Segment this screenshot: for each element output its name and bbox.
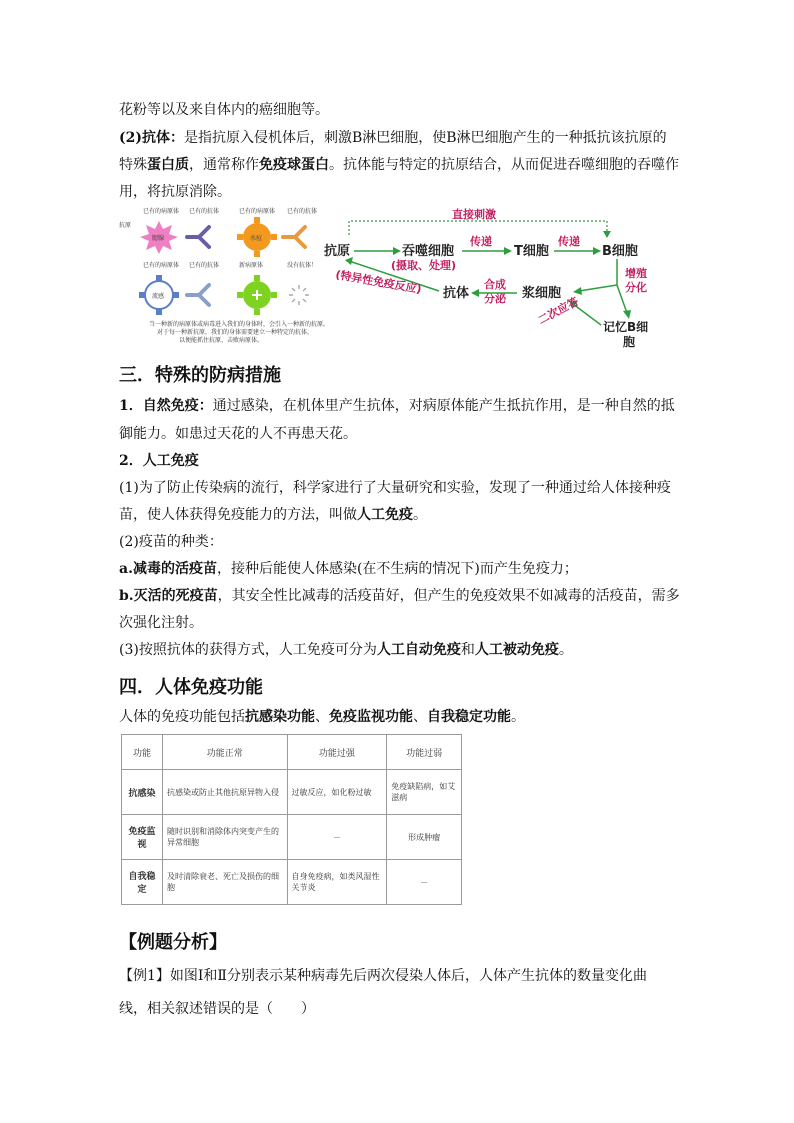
- table-cell: 免疫监视: [122, 815, 163, 860]
- table-header: 功能正常: [163, 735, 288, 770]
- illustration-caption: 当一种新的病原体或病毒进入我们的身体时，会引入一种新的抗原。: [149, 321, 330, 328]
- text-line: 特殊蛋白质，通常称作免疫球蛋白。抗体能与特定的抗原结合，从而促进吞噬细胞的吞噬作: [119, 157, 679, 173]
- virus-blue-icon: [139, 275, 179, 315]
- specific-immune-response-label: (特异性免疫反应): [334, 268, 423, 297]
- memory-b-cell-node: 胞: [623, 335, 636, 349]
- secretion-label: 分泌: [484, 292, 506, 305]
- examples-title: 【例题分析】: [119, 932, 227, 953]
- table-cell: －: [287, 815, 387, 860]
- text-line: (1)为了防止传染病的流行，科学家进行了大量研究和实验，发现了一种通过给人体接种疫: [119, 480, 671, 496]
- differentiation-label: 分化: [625, 281, 647, 294]
- uptake-processing-label: (摄取、处理): [391, 259, 457, 272]
- text-line: 用，将抗原消除。: [119, 184, 231, 200]
- transmit-label: 传递: [470, 235, 492, 248]
- virus-label: 腮腺: [152, 235, 165, 242]
- table-header: 功能: [122, 735, 163, 770]
- virus-orange-icon: [237, 217, 277, 257]
- text-line: 次强化注射。: [119, 615, 203, 631]
- antibody-label: 已有的抗体: [287, 208, 318, 215]
- t-cell-node: T细胞: [514, 244, 549, 259]
- new-pathogen-label: 新病原体: [239, 262, 264, 269]
- antibody-label: 已有的抗体: [189, 208, 220, 215]
- b-cell-node: B细胞: [602, 244, 638, 259]
- phagocyte-node: 吞噬细胞: [402, 244, 455, 259]
- table-header: 功能过强: [287, 735, 387, 770]
- table-cell: 自身免疫病，如类风湿性关节炎: [287, 860, 387, 905]
- section-3-title: 三．特殊的防病措施: [119, 365, 281, 386]
- illustration-caption: 对于每一种新抗原，我们的身体需要建立一种特定的抗体，: [157, 329, 314, 336]
- table-row: [122, 815, 462, 860]
- table-cell: 免疫缺陷病，如艾滋病: [387, 770, 462, 815]
- pathogen-label: 已有的病原体: [143, 262, 180, 269]
- immune-functions-line: 人体的免疫功能包括抗感染功能、免疫监视功能、自我稳定功能。: [119, 709, 525, 725]
- immune-function-table: [121, 734, 462, 905]
- illustration-caption: 以便能抓住抗原、击败病原体。: [179, 337, 264, 344]
- direct-stimulation-label: 直接刺激: [452, 208, 496, 221]
- table-cell: 抗感染: [122, 770, 163, 815]
- transmit-label: 传递: [558, 235, 580, 248]
- text-line: 花粉等以及来自体内的癌细胞等。: [119, 102, 329, 118]
- table-cell: 及时清除衰老、死亡及损伤的细胞: [163, 860, 288, 905]
- antigen-label: 抗原: [119, 222, 132, 229]
- immune-figure: [117, 207, 677, 352]
- synthesis-label: 合成: [484, 278, 506, 291]
- example-question-line: 线，相关叙述错误的是（ ）: [119, 1001, 315, 1017]
- empty-antibody-slot-icon: [289, 285, 309, 305]
- table-header: 功能过弱: [387, 735, 462, 770]
- table-header-row: [122, 735, 462, 770]
- virus-label: 水痘: [250, 235, 263, 242]
- antigen-antibody-illustration: [119, 207, 329, 344]
- proliferation-label: 增殖: [625, 267, 647, 280]
- table-cell: 形成肿瘤: [387, 815, 462, 860]
- vaccine-types-heading: (2)疫苗的种类：: [119, 534, 223, 550]
- text-line: 御能力。如患过天花的人不再患天花。: [119, 426, 357, 442]
- text-line: 苗，使人体获得免疫能力的方法，叫做人工免疫。: [119, 507, 427, 523]
- antibody-definition-line: (2)抗体：是指抗原入侵机体后，刺激B淋巴细胞，使B淋巴细胞产生的一种抵抗该抗原的: [119, 130, 667, 146]
- virus-label: 流感: [152, 293, 165, 300]
- pathogen-label: 已有的病原体: [143, 208, 180, 215]
- antibody-label: 已有的抗体: [189, 262, 220, 269]
- table-cell: －: [387, 860, 462, 905]
- antibody-purple-icon: [187, 227, 209, 247]
- table-row: [122, 860, 462, 905]
- section-4-title: 四．人体免疫功能: [119, 677, 263, 698]
- antigen-node: 抗原: [324, 244, 351, 259]
- table-cell: 自我稳定: [122, 860, 163, 905]
- immune-flow-diagram: [324, 207, 648, 349]
- memory-b-cell-node: 记忆B细: [603, 320, 649, 334]
- antibody-blue-icon: [187, 285, 209, 305]
- pathogen-label: 已有的病原体: [239, 208, 276, 215]
- plasma-cell-node: 浆细胞: [522, 286, 562, 301]
- live-vaccine-line: a.减毒的活疫苗，接种后能使人体感染(在不生病的情况下)而产生免疫力；: [119, 561, 578, 577]
- virus-green-icon: [237, 275, 277, 315]
- text-line: (3)按照抗体的获得方式，人工免疫可分为人工自动免疫和人工被动免疫。: [119, 642, 573, 658]
- artificial-immunity-heading: 2．人工免疫: [119, 453, 199, 469]
- table-cell: 抗感染或防止其他抗原异物入侵: [163, 770, 288, 815]
- inactivated-vaccine-line: b.灭活的死疫苗，其安全性比减毒的活疫苗好，但产生的免疫效果不如减毒的活疫苗，需多: [119, 588, 680, 604]
- table-cell: 随时识别和消除体内突变产生的异常细胞: [163, 815, 288, 860]
- natural-immunity-line: 1．自然免疫：通过感染，在机体里产生抗体，对病原体能产生抵抗作用，是一种自然的抵: [119, 398, 675, 414]
- table-cell: 过敏反应，如化粉过敏: [287, 770, 387, 815]
- secondary-response-label: 二次应答: [535, 294, 581, 327]
- example-question-line: 【例1】如图Ⅰ和Ⅱ分别表示某种病毒先后两次侵染人体后，人体产生抗体的数量变化曲: [119, 968, 647, 984]
- no-antibody-label: 没有抗体！: [287, 262, 318, 269]
- table-row: [122, 770, 462, 815]
- antibody-orange-icon: [283, 227, 305, 247]
- virus-pink-icon: [140, 221, 178, 254]
- antibody-node: 抗体: [443, 286, 470, 301]
